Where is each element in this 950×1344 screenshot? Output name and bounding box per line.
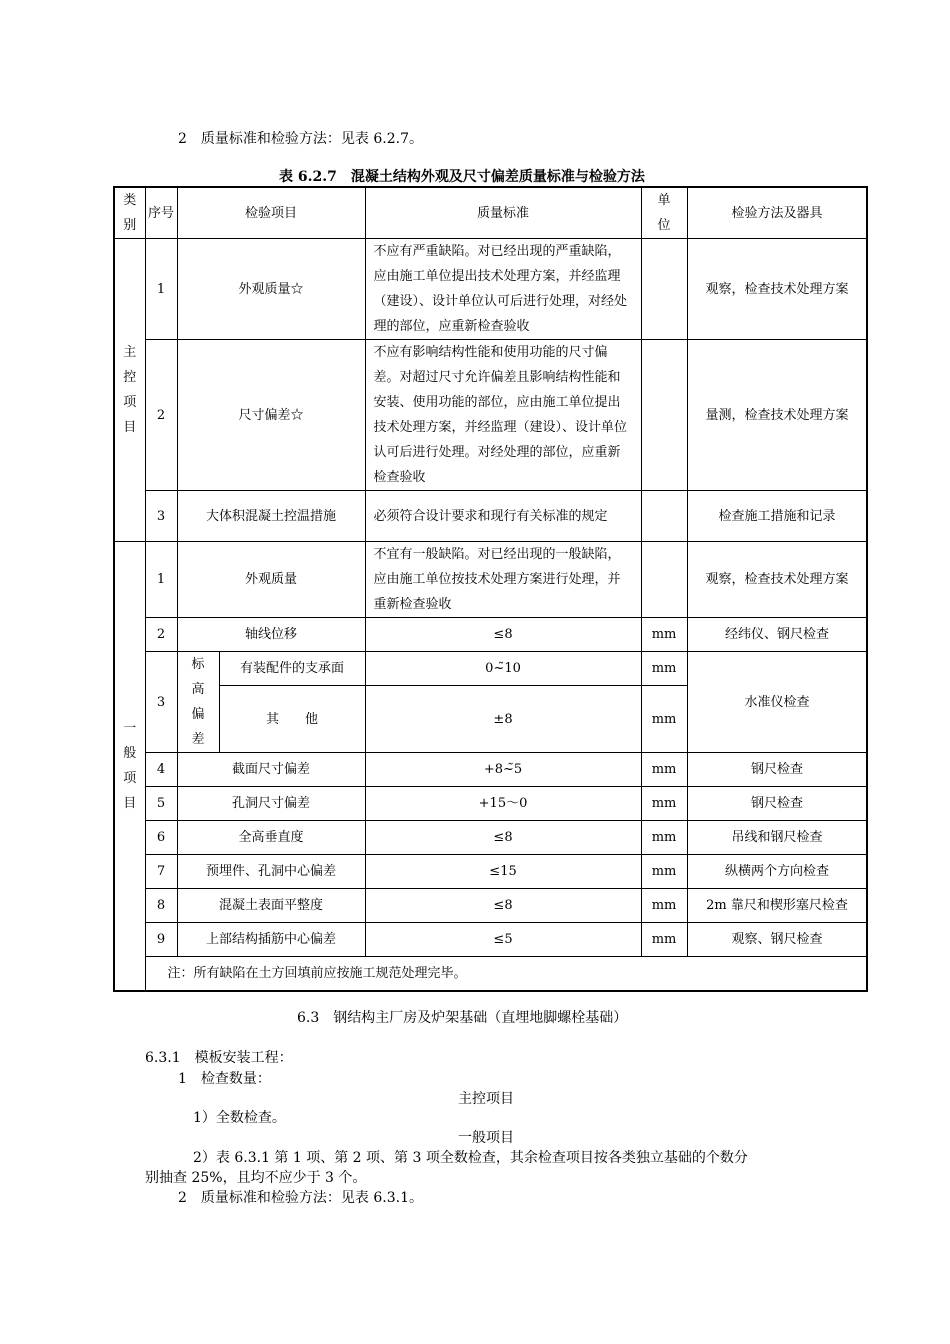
header-item: 检验项目 [177,187,365,239]
method-cell: 量测，检查技术处理方案 [687,340,867,491]
table-row [114,491,867,542]
quality-standard-table [113,186,868,992]
seq-cell: 3 [145,491,177,542]
main-items-label: 主控项目 [458,1091,514,1107]
unit-cell [641,542,687,618]
unit-cell: mm [641,855,687,889]
table-header-row [114,187,867,239]
method-cell: 吊线和钢尺检查 [687,821,867,855]
category-main: 主控项目 [114,239,145,542]
table-note: 注：所有缺陷在土方回填前应按施工规范处理完毕。 [145,957,867,991]
unit-cell: mm [641,821,687,855]
seq-cell: 5 [145,787,177,821]
seq-cell: 1 [145,542,177,618]
intro-line: 2 质量标准和检验方法：见表 6.2.7。 [178,131,423,147]
item-cell: 截面尺寸偏差 [177,753,365,787]
table-row [114,889,867,923]
unit-cell: mm [641,753,687,787]
section-title: 6.3 钢结构主厂房及炉架基础（直埋地脚螺栓基础） [297,1010,628,1026]
standard-cell: +15～0 [365,787,641,821]
item-cell: 大体积混凝土控温措施 [177,491,365,542]
item-cell: 轴线位移 [177,618,365,652]
method-cell: 观察，检查技术处理方案 [687,239,867,340]
subsection-title: 6.3.1 模板安装工程： [145,1050,293,1066]
seq-cell: 2 [145,340,177,491]
item-cell: 其 他 [219,686,365,753]
item-cell: 全高垂直度 [177,821,365,855]
seq-cell: 2 [145,618,177,652]
table-row [114,787,867,821]
method-cell: 2m 靠尺和楔形塞尺检查 [687,889,867,923]
item-cell: 预埋件、孔洞中心偏差 [177,855,365,889]
item-cell: 尺寸偏差☆ [177,340,365,491]
header-method: 检验方法及器具 [687,187,867,239]
category-general: 一般项目 [114,542,145,991]
unit-cell: mm [641,923,687,957]
table-row [114,923,867,957]
table-row [114,542,867,618]
method-cell: 检查施工措施和记录 [687,491,867,542]
standard-cell: ±8 [365,686,641,753]
header-seq: 序号 [145,187,177,239]
standard-cell: ≤15 [365,855,641,889]
general-items-text-2: 别抽查 25%，且均不应少于 3 个。 [145,1170,367,1186]
standard-cell: 0~̃10 [365,652,641,686]
unit-cell: mm [641,686,687,753]
seq-cell: 6 [145,821,177,855]
method-cell: 水准仪检查 [687,652,867,753]
standard-cell: 不应有影响结构性能和使用功能的尺寸偏差。对超过尺寸允许偏差且影响结构性能和安装、使用功能的部位，应由施工单位提出技术处理方案，并经监理（建设）、设计单位认可后进行处理。对经处理的部位，应重新检查验收 [365,340,641,491]
general-items-text-1: 2）表 6.3.1 第 1 项、第 2 项、第 3 项全数检查，其余检查项目按各类独立基础的个数分 [193,1150,748,1166]
standard-cell: +8~̃5 [365,753,641,787]
standard-cell: 必须符合设计要求和现行有关标准的规定 [365,491,641,542]
elevation-group-cell: 标高偏差 [177,652,219,753]
item-cell: 混凝土表面平整度 [177,889,365,923]
seq-cell: 3 [145,652,177,753]
unit-cell [641,340,687,491]
standard-cell: 不应有严重缺陷。对已经出现的严重缺陷，应由施工单位提出技术处理方案，并经监理（建设）、设计单位认可后进行处理，对经处理的部位，应重新检查验收 [365,239,641,340]
header-unit: 单位 [641,187,687,239]
method-cell: 经纬仪、钢尺检查 [687,618,867,652]
check-quantity: 1 检查数量： [178,1071,271,1087]
standard-cell: ≤5 [365,923,641,957]
unit-cell: mm [641,787,687,821]
method-cell: 钢尺检查 [687,787,867,821]
standard-cell: ≤8 [365,889,641,923]
unit-cell: mm [641,618,687,652]
method-cell: 纵横两个方向检查 [687,855,867,889]
table-row [114,652,867,686]
item-cell: 外观质量 [177,542,365,618]
header-category: 类别 [114,187,145,239]
unit-cell [641,491,687,542]
item-cell: 外观质量☆ [177,239,365,340]
table-row [114,821,867,855]
general-items-label: 一般项目 [458,1130,514,1146]
table-note-row [114,957,867,991]
standard-cell: ≤8 [365,618,641,652]
method-cell: 钢尺检查 [687,753,867,787]
seq-cell: 9 [145,923,177,957]
item-cell: 上部结构插筋中心偏差 [177,923,365,957]
unit-cell [641,239,687,340]
table-caption: 表 6.2.7 混凝土结构外观及尺寸偏差质量标准与检验方法 [279,169,645,185]
table-row [114,340,867,491]
method-cell: 观察，检查技术处理方案 [687,542,867,618]
item-cell: 孔洞尺寸偏差 [177,787,365,821]
table-row [114,753,867,787]
seq-cell: 4 [145,753,177,787]
main-items-text: 1）全数检查。 [193,1110,286,1126]
method-cell: 观察、钢尺检查 [687,923,867,957]
unit-cell: mm [641,889,687,923]
header-standard: 质量标准 [365,187,641,239]
table-row [114,855,867,889]
seq-cell: 8 [145,889,177,923]
standard-cell: 不宜有一般缺陷。对已经出现的一般缺陷，应由施工单位按技术处理方案进行处理，并重新检查验收 [365,542,641,618]
item-cell: 有装配件的支承面 [219,652,365,686]
unit-cell: mm [641,652,687,686]
seq-cell: 1 [145,239,177,340]
seq-cell: 7 [145,855,177,889]
standard-cell: ≤8 [365,821,641,855]
table-row [114,239,867,340]
table-row [114,618,867,652]
quality-standard-line: 2 质量标准和检验方法：见表 6.3.1。 [178,1190,423,1206]
